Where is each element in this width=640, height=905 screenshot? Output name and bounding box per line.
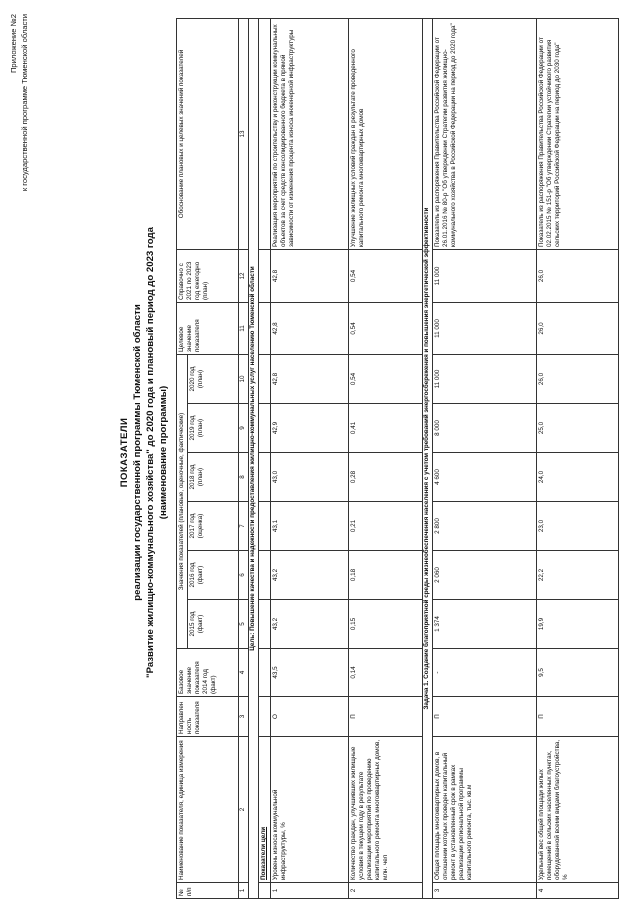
empty-cell bbox=[259, 697, 271, 737]
col-number: 11 bbox=[239, 303, 249, 355]
col-number: 5 bbox=[239, 600, 249, 649]
col-number: 7 bbox=[239, 502, 249, 551]
task-1-text: Задача 1. Создание благоприятной среды жизнеобеспечения населения с учетом требований энергосбережения и повышения энергетической эффективности bbox=[423, 19, 433, 899]
col-number: 8 bbox=[239, 453, 249, 502]
header-name: Наименование показателя, единица измерения bbox=[177, 737, 239, 883]
row-direction: П bbox=[349, 697, 423, 737]
header-row-1 bbox=[177, 19, 188, 899]
row-base: 43,5 bbox=[271, 649, 349, 697]
empty-cell bbox=[259, 453, 271, 502]
row-num: 1 bbox=[271, 883, 349, 899]
row-2018: 0,28 bbox=[349, 453, 423, 502]
goal-indicators-row bbox=[259, 19, 271, 899]
row-2016: 43,2 bbox=[271, 551, 349, 600]
row-target: 42,8 bbox=[271, 303, 349, 355]
row-num: 3 bbox=[433, 883, 537, 899]
goal-indicators-label: Показатели цели bbox=[259, 737, 271, 883]
col-number: 4 bbox=[239, 649, 249, 697]
row-2018: 43,0 bbox=[271, 453, 349, 502]
row-2019: 42,9 bbox=[271, 404, 349, 453]
header-2019: 2019 год (план) bbox=[188, 404, 239, 453]
col-number: 3 bbox=[239, 697, 249, 737]
header-basis: Обоснование плановых и целевых значений показателей bbox=[177, 19, 239, 250]
empty-cell bbox=[259, 250, 271, 303]
row-name: Уровень износа коммунальной инфраструктуры, % bbox=[271, 737, 349, 883]
row-2017: 23,0 bbox=[537, 502, 619, 551]
row-base: 9,5 bbox=[537, 649, 619, 697]
goal-text: Цель: Повышение качества и надежности предоставления жилищно-коммунальных услуг населению Тюменской области bbox=[249, 19, 259, 899]
row-2019: 0,41 bbox=[349, 404, 423, 453]
header-target: Целевое значение показателя bbox=[177, 303, 239, 355]
row-direction: П bbox=[537, 697, 619, 737]
document-title bbox=[118, 0, 170, 905]
appendix-note bbox=[8, 14, 30, 191]
row-basis: Показатель из распоряжения Правительства Российской Федерации от 02.02.2015 № 151-р "Об утверждении Стратегии устойчивого развития сельских территорий Российской Федерации на период до 2030 года" bbox=[537, 19, 619, 250]
empty-cell bbox=[259, 355, 271, 404]
task-row bbox=[423, 19, 433, 899]
row-2017: 2 800 bbox=[433, 502, 537, 551]
row-2019: 25,0 bbox=[537, 404, 619, 453]
row-2020: 11 000 bbox=[433, 355, 537, 404]
header-base: Базовое значение показателя 2014 год (факт) bbox=[177, 649, 239, 697]
row-name: Общая площадь многоквартирных домов, в отношении которых проведен капитальный ремонт в установленный срок в рамках реализации региональной программы капитального ремонта, тыс. кв.м bbox=[433, 737, 537, 883]
row-target: 0,54 bbox=[349, 303, 423, 355]
row-ref: 42,8 bbox=[271, 250, 349, 303]
title-line-2: реализации государственной программы Тюменской области bbox=[132, 304, 143, 601]
header-values-group: Значения показателей (плановые, оценочные, фактические) bbox=[177, 355, 188, 649]
row-2020: 26,0 bbox=[537, 355, 619, 404]
appendix-line-2: к государственной программе Тюменской области bbox=[20, 14, 29, 192]
table-row bbox=[537, 19, 619, 899]
empty-cell bbox=[259, 303, 271, 355]
row-basis: Реализация мероприятий по строительству и реконструкции коммунальных объектов за счет средств консолидированного бюджета в прямой зависимости от изменения процента износа инженерной инфраструктуры bbox=[271, 19, 349, 250]
col-number: 13 bbox=[239, 19, 249, 250]
row-2015: 0,15 bbox=[349, 600, 423, 649]
row-basis: Улучшение жилищных условий граждан в результате проведенного капитального ремонта многоквартирных домов bbox=[349, 19, 423, 250]
empty-cell bbox=[259, 600, 271, 649]
empty-cell bbox=[259, 649, 271, 697]
row-ref: 11 000 bbox=[433, 250, 537, 303]
header-2017: 2017 год (оценка) bbox=[188, 502, 239, 551]
header-ref: Справочно с 2021 по 2023 год ежегодно (план) bbox=[177, 250, 239, 303]
row-direction: П bbox=[433, 697, 537, 737]
col-number: 12 bbox=[239, 250, 249, 303]
row-2020: 42,8 bbox=[271, 355, 349, 404]
table-row bbox=[271, 19, 349, 899]
row-ref: 0,54 bbox=[349, 250, 423, 303]
row-num: 4 bbox=[537, 883, 619, 899]
row-2019: 8 000 bbox=[433, 404, 537, 453]
row-base: 0,14 bbox=[349, 649, 423, 697]
empty-cell bbox=[259, 883, 271, 899]
row-ref: 26,0 bbox=[537, 250, 619, 303]
appendix-line-1: Приложение №2 bbox=[9, 14, 18, 74]
column-numbers-row bbox=[239, 19, 249, 899]
col-number: 9 bbox=[239, 404, 249, 453]
row-2015: 1 374 bbox=[433, 600, 537, 649]
row-2018: 4 600 bbox=[433, 453, 537, 502]
empty-cell bbox=[259, 502, 271, 551]
header-direction: Направлен ность показателя bbox=[177, 697, 239, 737]
col-number: 1 bbox=[239, 883, 249, 899]
col-number: 6 bbox=[239, 551, 249, 600]
empty-cell bbox=[259, 551, 271, 600]
header-2016: 2016 год (факт) bbox=[188, 551, 239, 600]
row-target: 26,0 bbox=[537, 303, 619, 355]
header-2018: 2018 год (план) bbox=[188, 453, 239, 502]
row-2016: 0,18 bbox=[349, 551, 423, 600]
title-line-4: (наименование программы) bbox=[158, 385, 169, 520]
table-row bbox=[433, 19, 537, 899]
row-num: 2 bbox=[349, 883, 423, 899]
row-basis: Показатель из распоряжения Правительства Российской Федерации от 26.01.2016 № 80-р "Об утверждении Стратегии развития жилищно-коммунального хозяйства в Российской Федерации на период до 2020 года" bbox=[433, 19, 537, 250]
indicators-table bbox=[176, 18, 619, 899]
title-program-name: "Развитие жилищно-коммунального хозяйства" до 2020 года и плановый период до 2023 года bbox=[145, 227, 156, 678]
row-2017: 0,21 bbox=[349, 502, 423, 551]
row-2015: 19,9 bbox=[537, 600, 619, 649]
row-target: 11 000 bbox=[433, 303, 537, 355]
col-number: 10 bbox=[239, 355, 249, 404]
empty-cell bbox=[259, 404, 271, 453]
col-number: 2 bbox=[239, 737, 249, 883]
row-2016: 22,2 bbox=[537, 551, 619, 600]
title-heading: ПОКАЗАТЕЛИ bbox=[119, 417, 130, 488]
row-direction: О bbox=[271, 697, 349, 737]
goal-row bbox=[249, 19, 259, 899]
row-2017: 43,1 bbox=[271, 502, 349, 551]
table-row bbox=[349, 19, 423, 899]
row-2018: 24,0 bbox=[537, 453, 619, 502]
header-num: № п/п bbox=[177, 883, 239, 899]
row-name: Удельный вес общей площади жилых помещений в сельских населенных пунктах, оборудованной всеми видами благоустройства, % bbox=[537, 737, 619, 883]
row-2016: 2 060 bbox=[433, 551, 537, 600]
row-2020: 0,54 bbox=[349, 355, 423, 404]
empty-cell bbox=[259, 19, 271, 250]
header-2020: 2020 год (план) bbox=[188, 355, 239, 404]
header-2015: 2015 год (факт) bbox=[188, 600, 239, 649]
row-base: - bbox=[433, 649, 537, 697]
row-2015: 43,2 bbox=[271, 600, 349, 649]
row-name: Количество граждан, улучшивших жилищные условия в текущем году в результате реализации мероприятий по проведению капитального ремонта многоквартирных домов, млн. чел bbox=[349, 737, 423, 883]
